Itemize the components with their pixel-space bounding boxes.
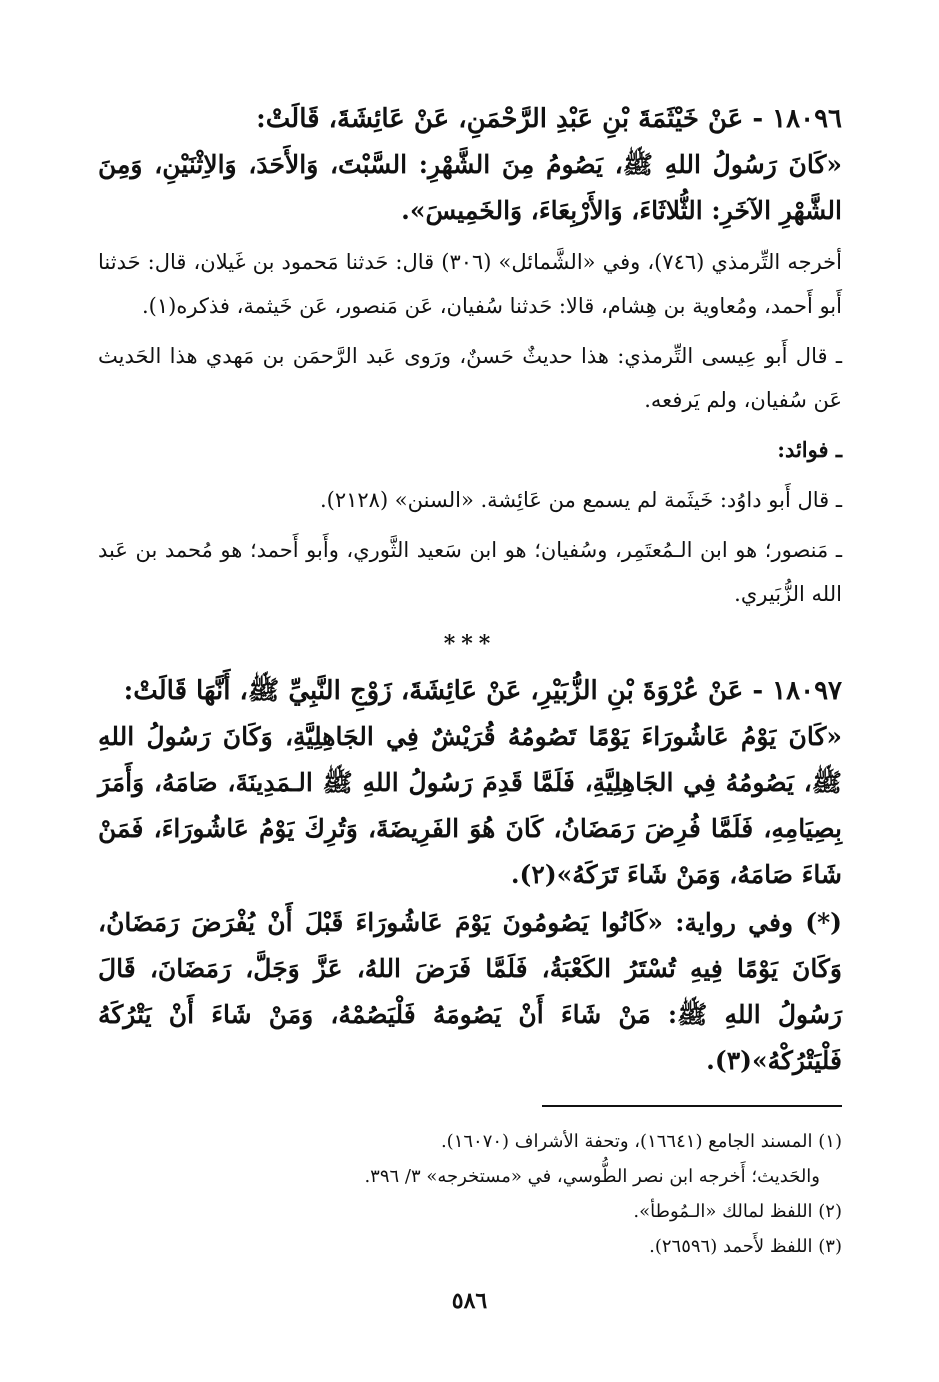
footnote-3: (٣) اللفظ لأَحمد (٢٦٥٩٦). — [649, 1236, 842, 1257]
page-body — [98, 96, 842, 1084]
hadith-header: ١٨٠٩٦ - عَنْ خَيْثَمَةَ بْنِ عَبْدِ الرَّحْمَنِ، عَنْ عَائِشَةَ، قَالَتْ: — [256, 104, 842, 134]
footnote-divider — [542, 1105, 842, 1107]
footnote-2: (٢) اللفظ لمالك «الـمُوطأ». — [633, 1201, 842, 1222]
footnote-1: (١) المسند الجامع (١٦٦٤١)، وتحفة الأشراف (١٦٠٧٠). — [440, 1131, 842, 1152]
hadith-18096 — [98, 96, 842, 616]
section-separator: *** — [443, 631, 497, 657]
footnotes — [98, 1124, 842, 1264]
fawaid-item: ـ مَنصور؛ هو ابن الـمُعتَمِر، وسُفيان؛ هو ابن سَعيد الثَّوري، وأَبو أَحمد؛ هو مُحمد بن عَبد الله الزُّبَيري. — [98, 538, 842, 606]
fawaid-item: ـ قال أَبو داوُد: خَيثَمة لم يسمع من عَائِشة. «السنن» (٢١٢٨). — [319, 488, 842, 512]
fawaid-heading: ـ فوائد: — [777, 437, 842, 462]
hadith-18097 — [98, 668, 842, 1084]
riwaya-paragraph: (*) وفي رواية: «كَانُوا يَصُومُونَ يَوْمَ عَاشُورَاءَ قَبْلَ أَنْ يُفْرَضَ رَمَضَانُ، وَكَانَ يَوْمًا فِيهِ تُسْتَرُ الكَعْبَةُ، فَلَمَّا فَرَضَ اللهُ، عَزَّ وَجَلَّ، رَمَضَانَ، قَالَ رَسُولُ اللهِ ﷺ: مَنْ شَاءَ أَنْ يَصُومَهُ فَلْيَصُمْهُ، وَمَنْ شَاءَ أَنْ يَتْرُكَهُ فَلْيَتْرُكْهُ»(٣). — [98, 908, 842, 1075]
hadith-header: ١٨٠٩٧ - عَنْ عُرْوَةَ بْنِ الزُّبَيْرِ، عَنْ عَائِشَةَ، زَوْجِ النَّبِيِّ ﷺ، أَنَّهَا قَالَتْ: — [123, 676, 842, 706]
tirmidhi-note: ـ قال أَبو عِيسى التِّرمذي: هذا حديثٌ حَسنٌ، ورَوى عَبد الرَّحمَن بن مَهدي هذا الحَديث عَن سُفيان، ولم يَرفعه. — [98, 344, 842, 412]
hadith-text: «كَانَ رَسُولُ اللهِ ﷺ، يَصُومُ مِنَ الشَّهْرِ: السَّبْتَ، وَالأَحَدَ، وَالاِثْنَيْنِ، وَمِنَ الشَّهْرِ الآخَرِ: الثُّلاثَاءَ، وَالأَرْبِعَاءَ، وَالخَمِيسَ». — [98, 150, 842, 225]
page-number: ٥٨٦ — [451, 1288, 488, 1314]
hadith-text: «كَانَ يَوْمُ عَاشُورَاءَ يَوْمًا تَصُومُهُ قُرَيْشٌ فِي الجَاهِلِيَّةِ، وَكَانَ رَسُولُ اللهِ ﷺ، يَصُومُهُ فِي الجَاهِلِيَّةِ، فَلَمَّا قَدِمَ رَسُولُ اللهِ ﷺ الـمَدِينَةَ، صَامَهُ، وَأَمَرَ بِصِيَامِهِ، فَلَمَّا فُرِضَ رَمَضَانُ، كَانَ هُوَ الفَرِيضَةَ، وَتُرِكَ يَوْمُ عَاشُورَاءَ، فَمَنْ شَاءَ صَامَهُ، وَمَنْ شَاءَ تَرَكَهُ»(٢). — [98, 722, 842, 889]
takhrij-paragraph: أخرجه التِّرمذي (٧٤٦)، وفي «الشَّمائل» (٣٠٦) قال: حَدثنا مَحمود بن غَيلان، قال: حَدثنا أَبو أَحمد، ومُعاوية بن هِشام، قالا: حَدثنا سُفيان، عَن مَنصور، عَن خَيثمة، فذكره(١). — [98, 250, 842, 318]
footnote-1-continuation: والحَديث؛ أَخرجه ابن نصر الطُّوسي، في «مستخرجه» ٣/ ٣٩٦. — [364, 1166, 820, 1187]
